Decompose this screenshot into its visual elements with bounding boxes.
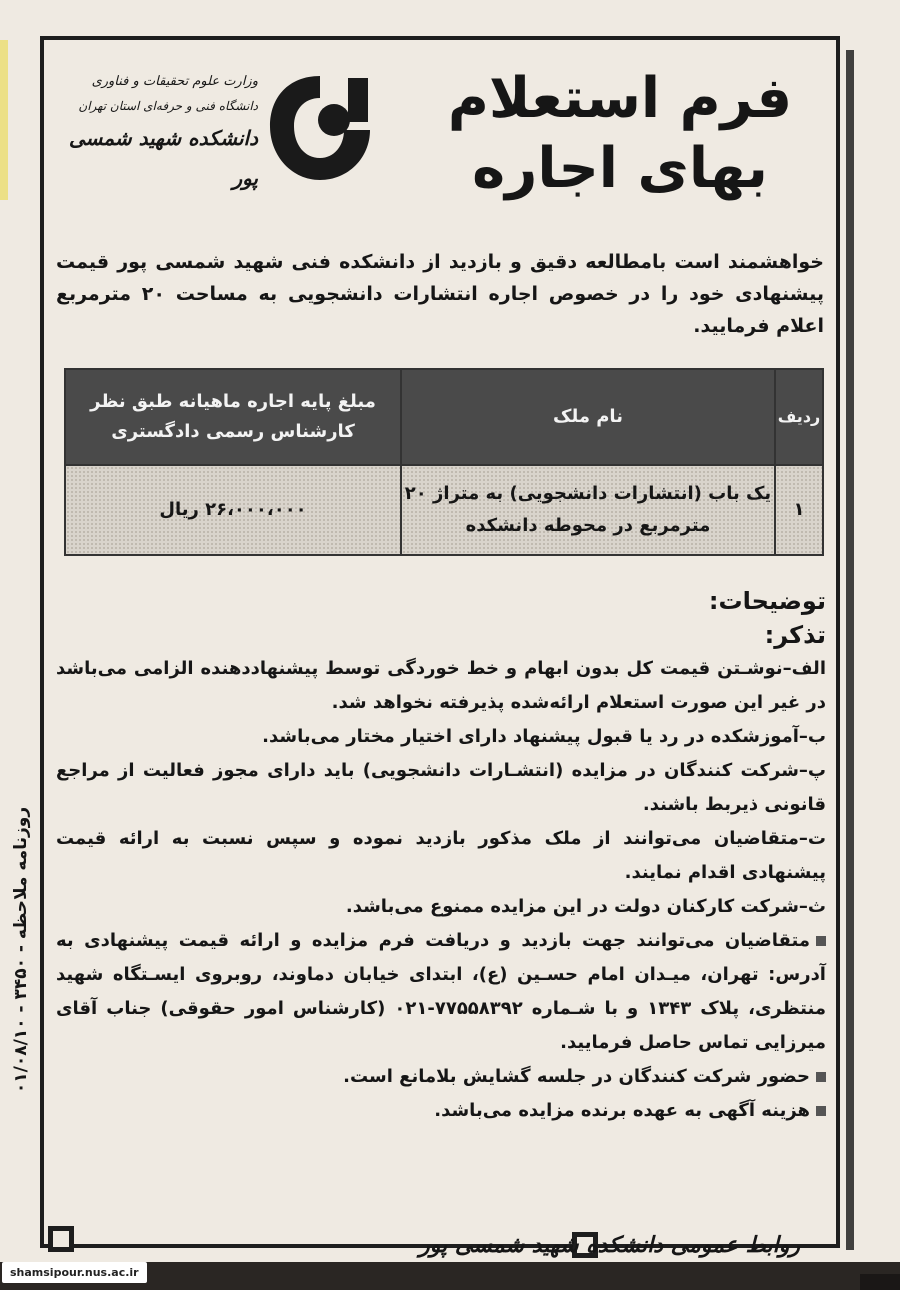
reminder-heading: تذکر:: [764, 621, 826, 649]
note-label: ت–: [798, 828, 826, 849]
cell-row-number: ۱: [775, 465, 823, 555]
note-label: پ–: [798, 760, 826, 781]
bullet-text: حضور شرکت کنندگان در جلسه گشایش بلامانع است.: [343, 1066, 810, 1087]
rent-table-grid: [64, 368, 824, 556]
note-text: آموزشکده در رد یا قبول پیشنهاد دارای اختیار مختار می‌باشد.: [262, 726, 799, 747]
paper-edge: [0, 40, 8, 200]
page-title: [420, 64, 820, 204]
table-row: [65, 465, 823, 555]
address-label: به آدرس:: [56, 930, 826, 985]
bullet-square-icon: [816, 936, 826, 946]
note-text: نوشـتن قیمت کل بدون ابهام و خط خوردگی توسط پیشنهاددهنده الزامی می‌باشد در غیر این صورت استعلام ارائه‌شده پذیرفته نخواهد شد.: [56, 658, 826, 713]
ministry-name: وزارت علوم تحقیقات و فناوری: [91, 74, 258, 89]
table-header-row: [65, 369, 823, 465]
frame-shadow: [846, 50, 854, 1250]
cell-base-rent: ۲۶،۰۰۰،۰۰۰ ریال: [65, 465, 401, 555]
note-item: [56, 720, 826, 754]
logo-text: [58, 70, 258, 198]
newspaper-side-note: [6, 720, 36, 1180]
corner-mark: [860, 1274, 900, 1290]
note-item: [56, 652, 826, 720]
note-text: متقاضیان می‌توانند از ملک مذکور بازدید نموده و سپس نسبت به ارائه قیمت پیشنهادی اقدام نمایند.: [56, 828, 826, 883]
bullet-square-icon: [816, 1072, 826, 1082]
note-item: [56, 822, 826, 890]
intro-paragraph: خواهشمند است بامطالعه دقیق و بازدید از دانشکده فنی شهید شمسی پور قیمت پیشنهادی خود را در خصوص اجاره انتشارات دانشجویی به مساحت ۲۰ مترمربع اعلام فرمایید.: [56, 251, 824, 337]
bullet-item: [56, 1060, 826, 1094]
note-label: الف–: [782, 658, 826, 679]
header-property-name: نام ملک: [401, 369, 775, 465]
note-item: [56, 754, 826, 822]
university-name: دانشگاه فنی و حرفه‌ای استان تهران: [78, 99, 258, 113]
rent-table: [64, 368, 824, 556]
bullet-square-icon: [816, 1106, 826, 1116]
university-logo-icon: [264, 68, 376, 188]
note-label: ب–: [798, 726, 826, 747]
logo-block: [58, 64, 378, 214]
bullet-item: [56, 1094, 826, 1128]
notes-section: [56, 584, 826, 1128]
contact-info: [56, 924, 826, 1060]
address-text: تهران، میـدان امام حسـین (ع)، ابتدای خیابان دماوند، روبروی ایسـتگاه شهید منتظری، پلاک ۱۳۴۳ و با شـماره ۷۷۵۵۸۳۹۲-۰۲۱ (کارشناس امور حقوقی) جناب آقای میرزایی تماس حاصل فرمایید.: [56, 964, 827, 1053]
website-watermark: shamsipour.nus.ac.ir: [2, 1262, 147, 1283]
notes-heading: توضیحات:: [708, 587, 826, 615]
title-line-1: فرم استعلام: [447, 66, 793, 131]
corner-square-icon: [48, 1226, 74, 1252]
bullet-text: هزینه آگهی به عهده برنده مزایده می‌باشد.: [434, 1100, 810, 1121]
college-name: دانشکده شهید شمسی پور: [68, 126, 258, 190]
note-item: [56, 890, 826, 924]
header-row-number: ردیف: [775, 369, 823, 465]
contact-pre-text: متقاضیان می‌توانند جهت بازدید و دریافت فرم مزایده و ارائه قیمت پیشنهادی: [84, 930, 810, 951]
header-base-rent: مبلغ پایه اجاره ماهیانه طبق نظر کارشناس رسمی دادگستری: [65, 369, 401, 465]
note-label: ث–: [798, 896, 826, 917]
title-line-2: بهای اجاره: [472, 136, 768, 201]
newspaper-reference: روزنامه ملاحظه - ۳۴۵۰ - ۰۱/۰۸/۱۰: [11, 806, 31, 1094]
note-text: شرکت کارکنان دولت در این مزایده ممنوع می‌باشد.: [345, 896, 799, 917]
cell-property-name: یک باب (انتشارات دانشجویی) به متراژ ۲۰ مترمربع در محوطه دانشکده: [401, 465, 775, 555]
footer-signature: روابط عمومی دانشکده شهید شمسی پور: [419, 1232, 800, 1258]
note-text: شرکت کنندگان در مزایده (انتشـارات دانشجویی) باید دارای مجوز فعالیت از مراجع قانونی ذیربط باشند.: [56, 760, 826, 815]
